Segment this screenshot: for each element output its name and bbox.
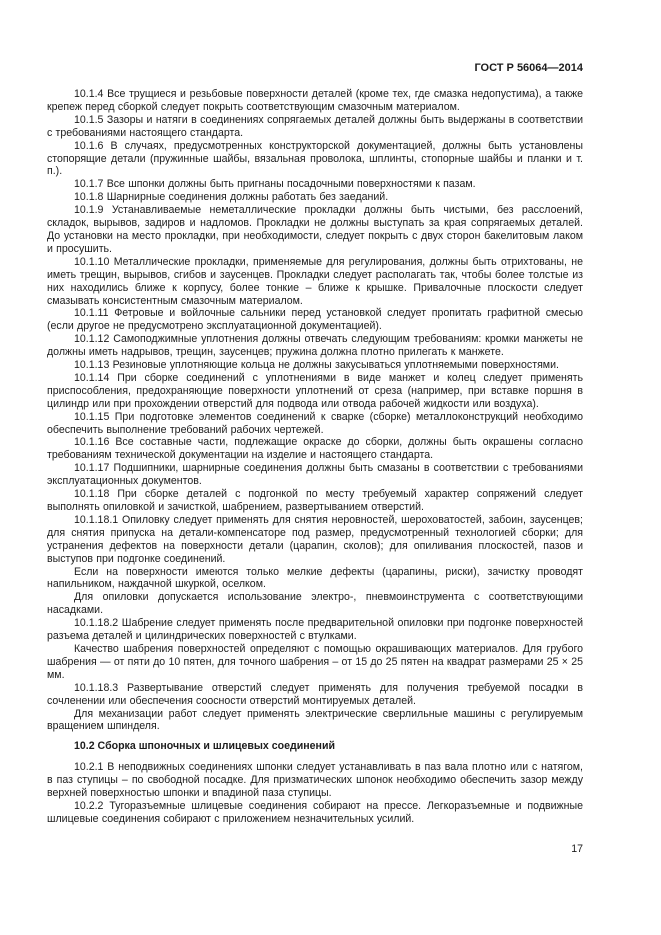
- paragraph-10-1-18-3: 10.1.18.3 Развертывание отверстий следует применять для получения требуемой посадки в сочленении или обеспечения соосности отверстий монтируемых деталей.: [47, 681, 583, 707]
- paragraph-10-1-5: 10.1.5 Зазоры и натяги в соединениях сопрягаемых деталей должны быть выдержаны в соответствии с требованиями настоящего стандарта.: [47, 113, 583, 139]
- paragraph-filing-tools: Для опиловки допускается использование электро-, пневмоинструмента с соответствующими насадками.: [47, 591, 583, 617]
- paragraph-10-2-2: 10.2.2 Тугоразъемные шлицевые соединения собирают на прессе. Легкоразъемные и подвижные шлицевые соединения собирают с приложением незначительных усилий.: [47, 799, 583, 825]
- paragraph-10-1-18-2: 10.1.18.2 Шабрение следует применять после предварительной опиловки при подгонке поверхностей разъема деталей и цилиндрических поверхностей с втулками.: [47, 617, 583, 643]
- paragraph-mechanization: Для механизации работ следует применять электрические сверлильные машины с регулируемым вращением шпинделя.: [47, 707, 583, 733]
- document-body: [47, 88, 583, 826]
- paragraph-10-1-6: 10.1.6 В случаях, предусмотренных конструкторской документацией, должны быть установлены стопорящие детали (пружинные шайбы, вязальная проволока, шплинты, стопорные шайбы и планки и т. п.).: [47, 139, 583, 178]
- paragraph-10-1-13: 10.1.13 Резиновые уплотняющие кольца не должны закусываться уплотняемыми поверхностями.: [74, 359, 559, 372]
- paragraph-10-1-7: 10.1.7 Все шпонки должны быть пригнаны посадочными поверхностями к пазам.: [74, 178, 476, 191]
- page-number: 17: [571, 842, 583, 855]
- paragraph-10-1-10: 10.1.10 Металлические прокладки, применяемые для регулирования, должны быть отрихтованы, не иметь трещин, вырывов, сгибов и заусенцев. Прокладки следует располагать так, чтобы более толстые из них находились ближе к корпусу, более тонкие – ближе к крышке. Привалочные плоскости следует смазывать консистентным смазочным материалом.: [47, 255, 583, 307]
- paragraph-10-1-11: 10.1.11 Фетровые и войлочные сальники перед установкой следует пропитать графитной смесью (если другое не предусмотрено эксплуатационной документацией).: [47, 307, 583, 333]
- paragraph-10-1-16: 10.1.16 Все составные части, подлежащие окраске до сборки, должны быть окрашены согласно требованиям технической документации на изделие и настоящего стандарта.: [47, 436, 583, 462]
- paragraph-10-1-17: 10.1.17 Подшипники, шарнирные соединения должны быть смазаны в соответствии с требованиями эксплуатационных документов.: [47, 462, 583, 488]
- paragraph-10-1-12: 10.1.12 Самоподжимные уплотнения должны отвечать следующим требованиям: кромки манжеты не должны иметь надрывов, трещин, заусенцев; пружина должна плотно прилегать к манжете.: [47, 333, 583, 359]
- paragraph-10-1-15: 10.1.15 При подготовке элементов соединений к сварке (сборке) металлоконструкций необходимо обеспечить выполнение требований рабочих чертежей.: [47, 410, 583, 436]
- paragraph-minor-defects: Если на поверхности имеются только мелкие дефекты (царапины, риски), зачистку проводят напильником, наждачной шкуркой, оселком.: [47, 565, 583, 591]
- paragraph-10-1-9: 10.1.9 Устанавливаемые неметаллические прокладки должны быть чистыми, без расслоений, складок, вырывов, задиров и надломов. Прокладки не должны выступать за края сопрягаемых деталей. До установки на место прокладки, при необходимости, следует покрыть с двух сторон бакелитовым лаком и просушить.: [47, 204, 583, 255]
- paragraph-10-1-18: 10.1.18 При сборке деталей с подгонкой по месту требуемый характер сопряжений следует выполнять опиловкой и зачисткой, шабрением, развертыванием отверстий.: [47, 488, 583, 513]
- paragraph-10-1-4: 10.1.4 Все трущиеся и резьбовые поверхности деталей (кроме тех, где смазка недопустима), а также крепеж перед сборкой следует покрыть соответствующим смазочным материалом.: [47, 88, 583, 113]
- paragraph-10-2-1: 10.2.1 В неподвижных соединениях шпонки следует устанавливать в паз вала плотно или с натягом, в паз ступицы – по свободной посадке. Для призматических шпонок необходимо обеспечить зазор между верхней поверхностью шпонки и впадиной паза ступицы.: [47, 761, 583, 800]
- paragraph-10-1-14: 10.1.14 При сборке соединений с уплотнениями в виде манжет и колец следует применять приспособления, предохраняющие поверхности уплотнений от среза (например, при вставке поршня в цилиндр или при прохождении отверстий для подвода или отвода рабочей жидкости или воздуха).: [47, 371, 583, 410]
- paragraph-scraping-quality: Качество шабрения поверхностей определяют с помощью окрашивающих материалов. Для грубого шабрения — от пяти до 10 пятен, для точного шабрения – от 15 до 25 пятен на квадрат размерами 25 × 25 мм.: [47, 642, 583, 681]
- section-heading-10-2: 10.2 Сборка шпоночных и шлицевых соединений: [74, 740, 335, 753]
- paragraph-10-1-18-1: 10.1.18.1 Опиловку следует применять для снятия неровностей, шероховатостей, забоин, заусенцев; для снятия припуска на детали-компенсаторе под размер, предусмотренный технологией сборки; для устранения дефектов на поверхности детали (царапин, сколов); для опиливания плоскостей, пазов и выступов при подгонке соединений.: [47, 513, 583, 565]
- standard-code-header: ГОСТ Р 56064—2014: [474, 62, 583, 74]
- paragraph-10-1-8: 10.1.8 Шарнирные соединения должны работать без заеданий.: [74, 191, 389, 204]
